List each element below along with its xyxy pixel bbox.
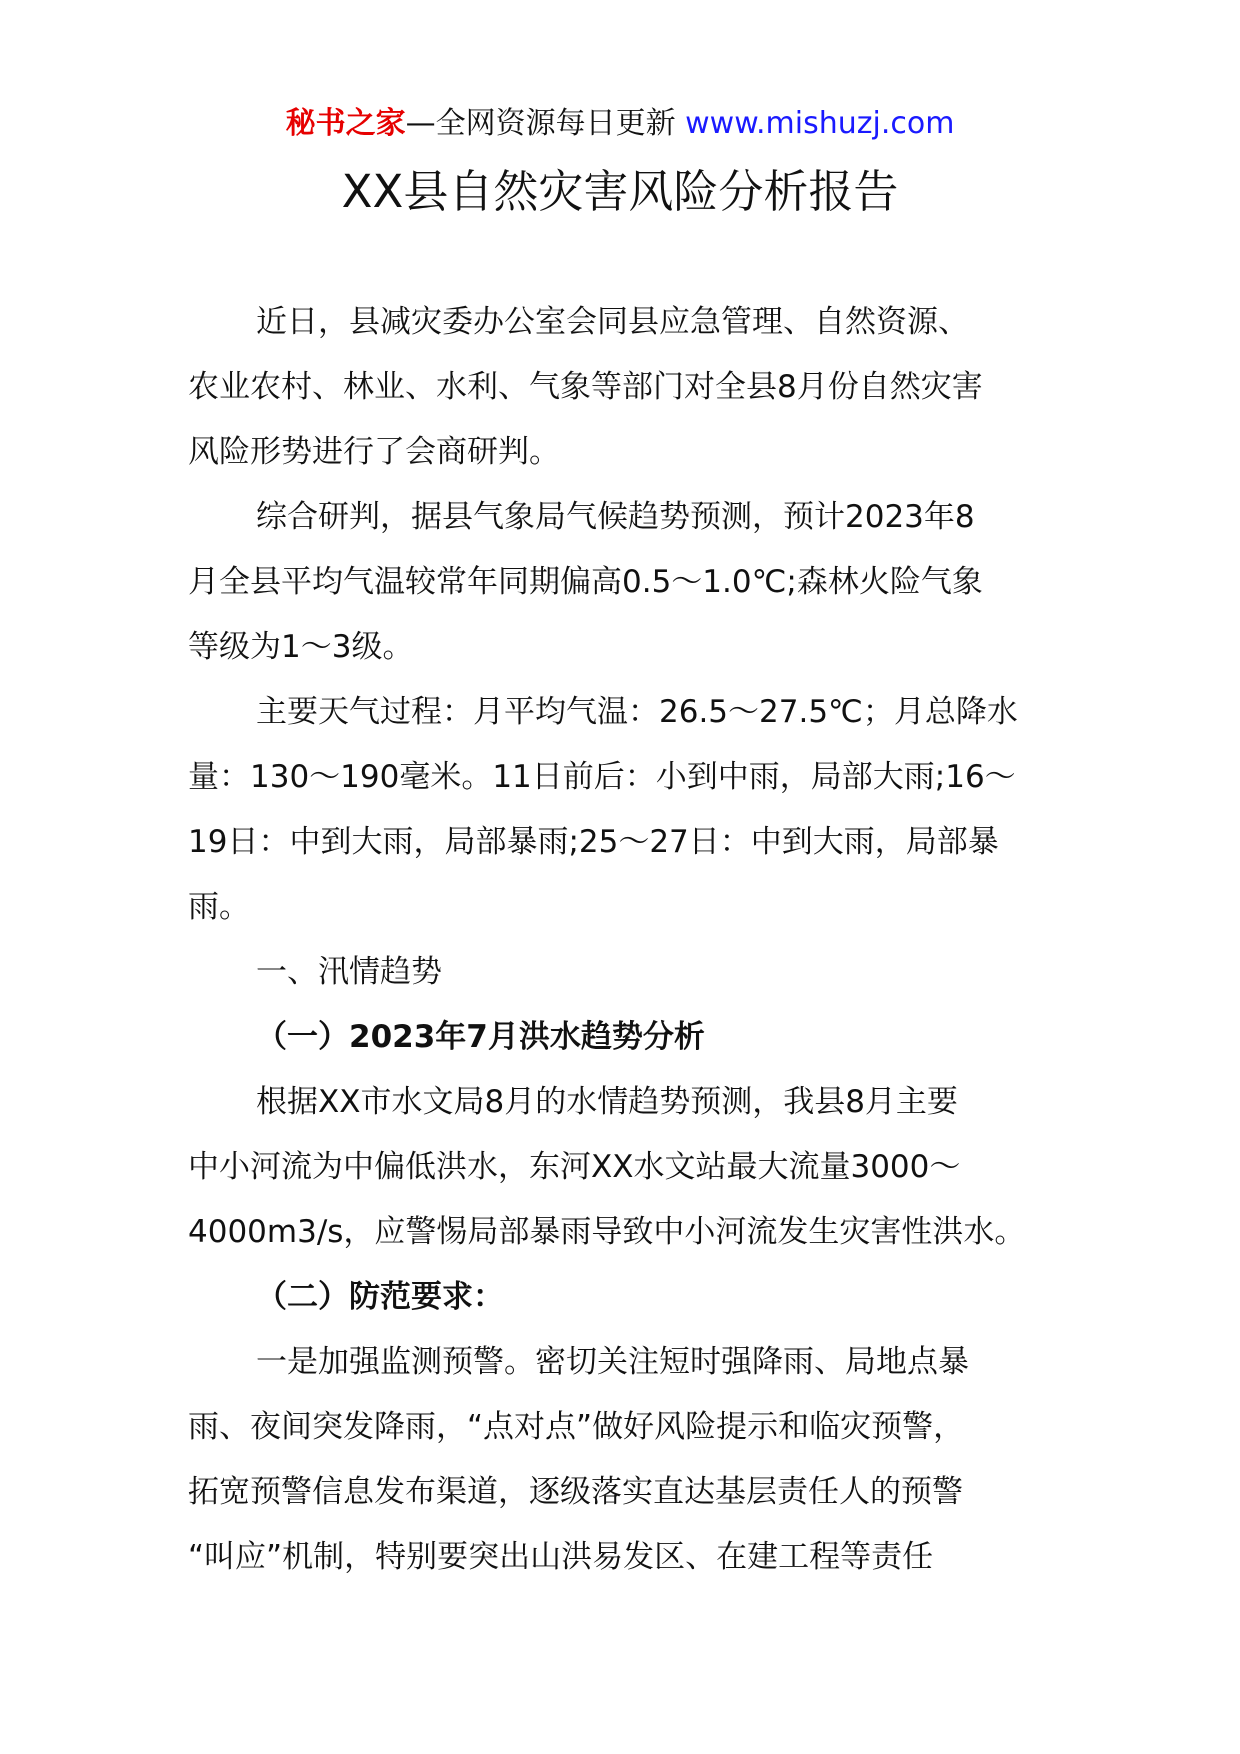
subsection-heading-analysis: （一）2023年7月洪水趋势分析 <box>256 1019 705 1055</box>
paragraph-line: 等级为1～3级。 <box>188 629 414 665</box>
paragraph-line: 拓宽预警信息发布渠道，逐级落实直达基层责任人的预警 <box>188 1474 963 1510</box>
paragraph-intro <box>188 290 1060 485</box>
paragraph-line: 量：130～190毫米。11日前后：小到中雨，局部大雨;16～ <box>188 759 1016 795</box>
paragraph-line: 风险形势进行了会商研判。 <box>188 434 560 470</box>
paragraph-hydrology <box>188 1070 1060 1265</box>
paragraph-line: 近日，县减灾委办公室会同县应急管理、自然资源、 <box>256 304 969 340</box>
section-heading-flood: 一、汛情趋势 <box>256 954 442 990</box>
brand-name: 秘书之家 <box>285 106 406 141</box>
paragraph-line: 4000m3/s，应警惕局部暴雨导致中小河流发生灾害性洪水。 <box>188 1214 1026 1250</box>
paragraph-monitoring <box>188 1330 1060 1590</box>
paragraph-line: 一是加强监测预警。密切关注短时强降雨、局地点暴 <box>256 1344 969 1380</box>
paragraph-weather <box>188 680 1060 940</box>
paragraph-line: 农业农村、林业、水利、气象等部门对全县8月份自然灾害 <box>188 369 983 405</box>
paragraph-line: 综合研判，据县气象局气候趋势预测，预计2023年8 <box>256 499 975 535</box>
subsection-heading-requirements: （二）防范要求： <box>256 1279 504 1315</box>
paragraph-forecast <box>188 485 1060 680</box>
document-title: XX县自然灾害风险分析报告 <box>341 165 899 218</box>
paragraph-line: 主要天气过程：月平均气温：26.5～27.5℃；月总降水 <box>256 694 1018 730</box>
paragraph-line: 雨、夜间突发降雨，“点对点”做好风险提示和临灾预警， <box>188 1409 965 1445</box>
paragraph-line: 19日：中到大雨，局部暴雨;25～27日：中到大雨，局部暴 <box>188 824 999 860</box>
paragraph-line: 根据XX市水文局8月的水情趋势预测，我县8月主要 <box>256 1084 958 1120</box>
site-header <box>0 100 1240 148</box>
document-body <box>188 290 1060 1590</box>
site-url-link[interactable]: www.mishuzj.com <box>685 106 955 141</box>
paragraph-line: “叫应”机制，特别要突出山洪易发区、在建工程等责任 <box>188 1539 934 1575</box>
paragraph-line: 月全县平均气温较常年同期偏高0.5～1.0℃;森林火险气象 <box>188 564 983 600</box>
paragraph-line: 雨。 <box>188 889 250 925</box>
header-slogan: —全网资源每日更新 <box>405 106 686 141</box>
paragraph-line: 中小河流为中偏低洪水，东河XX水文站最大流量3000～ <box>188 1149 961 1185</box>
